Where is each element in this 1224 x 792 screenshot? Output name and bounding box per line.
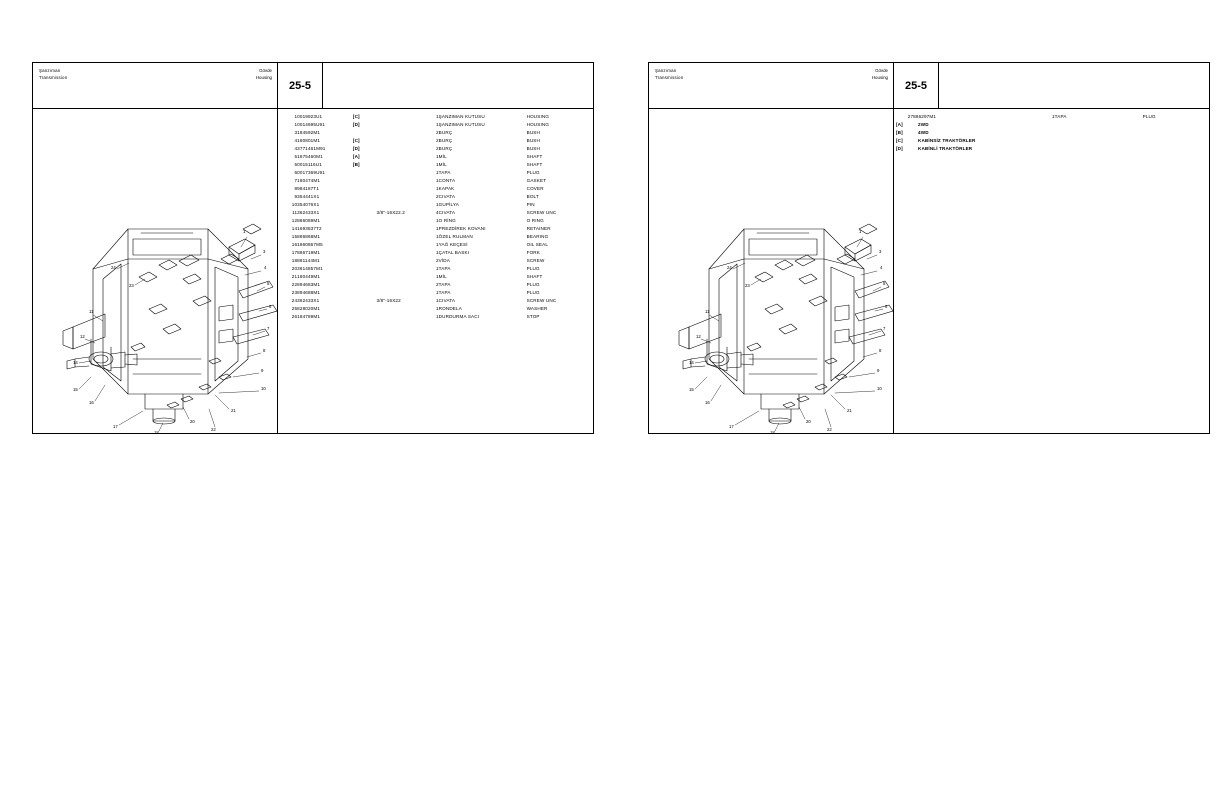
page-header-right [649,63,1209,109]
svg-text:21: 21 [847,408,852,413]
cell-name_tr: VİDA [438,258,450,263]
cell-variant [353,289,377,297]
cell-name_en: BUSH [526,146,540,151]
page-header-left [33,63,593,109]
svg-text:22: 22 [827,427,832,432]
cell-name_en: BUSH [526,138,540,143]
svg-text:3: 3 [879,249,882,254]
header-subtitle-block [256,67,272,81]
cell-name_en: COVER [526,186,544,191]
cell-variant [353,217,377,225]
cell-name_en: SCREW UNC [526,298,557,303]
legend-text: 2WD [918,122,929,127]
header-title-en-right: Transmission [655,75,684,80]
cell-size [376,265,427,273]
cell-variant [353,185,377,193]
cell-part_number: 886719M1 [297,250,321,255]
legend-item [896,121,1207,129]
cell-ref: 15 [291,234,298,239]
cell-name_en: FORK [526,250,540,255]
svg-text:14: 14 [73,360,78,365]
cell-name_tr: ŞANZIMAN KUTUSU [438,114,485,119]
cell-size [376,161,427,169]
cell-ref: 1 [294,114,298,119]
cell-variant: [C] [352,138,360,143]
cell-size [376,185,427,193]
cell-name_en: WASHER [526,306,548,311]
cell-qty: 1 [435,218,439,223]
legend-item [896,145,1207,153]
table-row [280,313,591,321]
svg-text:10: 10 [261,386,266,391]
svg-text:10: 10 [877,386,882,391]
svg-text:21: 21 [231,408,236,413]
cell-name_tr: O RİNG [438,218,456,223]
cell-part_number: 362433X1 [297,298,320,303]
cell-ref: 1 [294,122,298,127]
cell-part_number: 886868M1 [297,234,321,239]
cell-size [376,233,427,241]
cell-part_number: 184789M1 [297,314,321,319]
cell-ref: 17 [291,250,298,255]
svg-text:15: 15 [73,387,78,392]
cell-part_number: 180474M1 [297,178,321,183]
cell-name_en: HOUSING [526,122,550,127]
cell-qty: 2 [435,146,439,151]
cell-qty: 2 [435,138,439,143]
table-row [280,193,591,201]
cell-part_number: 3614857M1 [297,266,323,271]
cell-qty: 1 [435,266,439,271]
cell-size [376,145,427,153]
svg-text:6: 6 [269,304,272,309]
cell-ref: 6 [294,170,298,175]
cell-ref: 3 [294,130,298,135]
exploded-diagram-right [649,109,894,433]
table-row [280,185,591,193]
header-title-en: Transmission [39,75,68,80]
table-row [280,209,591,217]
table-row [280,289,591,297]
cell-size [376,121,427,129]
legend-item [896,129,1207,137]
cell-size [376,281,427,289]
cell-name_tr: BURÇ [438,138,453,143]
table-row [280,177,591,185]
cell-part_number: 0019923U1 [297,114,323,119]
cell-size [992,113,1043,121]
svg-text:20: 20 [190,419,195,424]
table-row [280,161,591,169]
cell-name_en: OIL SEAL [526,242,549,247]
cell-name_tr: KAPAK [438,186,455,191]
cell-name_tr: GUPİLYA [438,202,459,207]
table-row [280,265,591,273]
cell-variant [353,201,377,209]
legend-code: [D] [896,146,903,151]
svg-text:1: 1 [859,229,862,234]
header-subtitle-tr-right: Gövde [875,68,888,73]
cell-part_number: 886089M1 [297,218,321,223]
cell-part_number: 886297M1 [913,114,937,119]
cell-part_number: 0014695U91 [297,122,325,127]
table-row [280,305,591,313]
table-row [280,169,591,177]
cell-name_tr: CIVATA [438,210,456,215]
cell-name_tr: PREZDİREK KOVANI [438,226,486,231]
cell-variant: [B] [352,162,360,167]
cell-part_number: 0017369U91 [297,170,325,175]
table-row [896,113,1207,121]
cell-size [376,241,427,249]
cell-ref: 24 [291,298,298,303]
table-row [280,273,591,281]
cell-name_tr: ŞANZIMAN KUTUSU [438,122,485,127]
cell-size [376,129,427,137]
svg-text:9: 9 [877,368,880,373]
table-row [280,241,591,249]
cell-qty: 4 [435,210,439,215]
cell-name_tr: MİL [438,162,447,167]
cell-variant [353,225,377,233]
cell-size [376,113,427,121]
cell-variant [353,193,377,201]
parts-list-right [894,109,1209,433]
cell-name_tr: BURÇ [438,130,453,135]
cell-ref: 23 [291,290,298,295]
cell-name_en: PLUG [526,170,540,175]
exploded-diagram-left [33,109,278,433]
cell-size [376,153,427,161]
cell-name_tr: TAPA [438,266,451,271]
cell-name_tr: MİL [438,274,447,279]
svg-text:4: 4 [880,265,883,270]
cell-size [376,225,427,233]
cell-name_en: PIN [526,202,535,207]
cell-name_en: PLUG [1142,114,1156,119]
cell-variant: [D] [352,146,360,151]
legend-text: 4WD [918,130,929,135]
cell-part_number: 894688M1 [297,290,321,295]
cell-variant [353,169,377,177]
svg-text:11: 11 [89,309,94,314]
header-blank-left [323,63,593,108]
variant-legend [896,121,1207,153]
cell-ref: 5 [294,162,298,167]
table-row [280,217,591,225]
svg-text:23: 23 [745,283,750,288]
cell-name_en: PLUG [526,290,540,295]
cell-name_en: BUSH [526,130,540,135]
cell-qty: 1 [435,154,439,159]
svg-text:24: 24 [111,265,116,270]
table-row [280,225,591,233]
svg-text:7: 7 [883,326,886,331]
header-subtitle-en: Housing [255,75,272,80]
cell-qty: 1 [435,242,439,247]
cell-size [376,217,427,225]
cell-name_en: SHAFT [526,162,543,167]
cell-name_en: HOUSING [526,114,550,119]
table-row [280,257,591,265]
cell-name_tr: TAPA [438,170,451,175]
cell-part_number: 180449M1 [297,274,321,279]
cell-variant [353,273,377,281]
cell-size [376,257,427,265]
table-row [280,145,591,153]
cell-ref: 10 [291,202,298,207]
cell-part_number: 1693837T2 [297,226,322,231]
legend-code: [B] [896,130,903,135]
cell-ref: 16 [291,242,298,247]
cell-qty: 1 [1051,114,1055,119]
cell-qty: 1 [435,314,439,319]
legend-text: KABİNLİ TRAKTÖRLER [918,146,973,151]
cell-name_tr: CONTA [438,178,456,183]
cell-variant: [D] [352,122,360,127]
table-row [280,153,591,161]
cell-variant: [A] [352,154,360,159]
cell-name_tr: ÇATAL BASKI [438,250,470,255]
cell-part_number: 881144M1 [297,258,320,263]
cell-part_number: 0015116U1 [297,162,322,167]
legend-text: KABİNSİZ TRAKTÖRLER [918,138,976,143]
cell-part_number: 1675460M1 [297,154,323,159]
cell-name_tr: TAPA [438,290,451,295]
catalog-page-right [648,62,1210,434]
svg-text:16: 16 [705,400,710,405]
table-row [280,137,591,145]
cell-ref: 22 [291,282,298,287]
cell-name_en: BOLT [526,194,539,199]
svg-text:18: 18 [154,430,159,434]
cell-ref: 14 [291,226,298,231]
cell-variant [353,233,377,241]
svg-text:15: 15 [689,387,694,392]
cell-qty: 2 [435,282,439,287]
cell-name_en: STOP [526,314,540,319]
svg-text:9: 9 [261,368,264,373]
table-row [280,201,591,209]
svg-text:8: 8 [263,348,266,353]
cell-ref: 27 [907,114,914,119]
cell-qty: 1 [435,226,439,231]
cell-name_en: SHAFT [526,274,543,279]
svg-text:7: 7 [267,326,270,331]
cell-variant [969,113,993,121]
svg-text:1: 1 [243,229,246,234]
table-row [280,249,591,257]
cell-variant [353,305,377,313]
header-subtitle-tr: Gövde [259,68,272,73]
cell-ref: 7 [294,178,298,183]
cell-name_tr: MİL [438,154,447,159]
svg-text:22: 22 [211,427,216,432]
svg-text:17: 17 [729,424,734,429]
legend-item [896,137,1207,145]
parts-table-left [280,113,591,321]
cell-qty: 1 [435,122,439,127]
cell-size [376,273,427,281]
header-title-tr: Şanzıman [39,68,61,73]
cell-part_number: 184592M1 [297,130,321,135]
cell-size [376,193,427,201]
cell-name_tr: TAPA [438,282,451,287]
cell-qty: 1 [435,202,439,207]
cell-qty: 1 [435,298,439,303]
cell-name_tr: ÖZEL RULMAN [438,234,473,239]
header-subtitle-block-right [872,67,888,81]
cell-name_tr: CIVATA [438,298,456,303]
cell-part_number: 828020M1 [297,306,321,311]
cell-ref: 4 [294,138,298,143]
svg-text:5: 5 [267,281,270,286]
svg-text:12: 12 [80,334,85,339]
cell-part_number: 984187T1 [297,186,320,191]
cell-qty: 1 [435,114,439,119]
cell-ref: 5 [294,154,298,159]
cell-qty: 1 [435,178,439,183]
header-blank-right [939,63,1209,108]
svg-text:11: 11 [705,309,710,314]
svg-text:3: 3 [263,249,266,254]
svg-text:16: 16 [89,400,94,405]
cell-variant [353,281,377,289]
cell-part_number: 3771461M91 [297,146,326,151]
table-row [280,233,591,241]
cell-ref: 25 [291,306,298,311]
svg-text:6: 6 [885,304,888,309]
cell-ref: 12 [291,218,298,223]
cell-ref: 20 [291,266,298,271]
cell-size [376,313,427,321]
cell-size: 3/8"-16X22 [376,298,401,303]
svg-text:23: 23 [129,283,134,288]
cell-name_tr: DURDURMA SACI [438,314,480,319]
svg-text:20: 20 [806,419,811,424]
svg-text:17: 17 [113,424,118,429]
cell-variant [353,177,377,185]
page-body-left [33,109,593,433]
svg-text:8: 8 [879,348,882,353]
legend-code: [A] [896,122,903,127]
cell-ref: 8 [294,186,298,191]
cell-name_tr: RONDELA [438,306,462,311]
cell-size [376,249,427,257]
cell-ref: 21 [291,274,298,279]
header-title-block [33,63,278,108]
cell-part_number: 1860867M5 [297,242,323,247]
cell-name_en: SHAFT [526,154,543,159]
cell-qty: 1 [435,234,439,239]
cell-qty: 2 [435,130,439,135]
cell-size [376,177,427,185]
cell-size [376,201,427,209]
cell-variant [353,249,377,257]
header-subtitle-en-right: Housing [871,75,888,80]
cell-name_en: SCREW UNC [526,210,557,215]
cell-variant [353,241,377,249]
legend-code: [C] [896,138,903,143]
catalog-page-left [32,62,594,434]
svg-text:14: 14 [689,360,694,365]
cell-name_en: PLUG [526,266,540,271]
cell-size [376,169,427,177]
cell-variant [353,209,377,217]
cell-size [376,305,427,313]
header-title-block-right [649,63,894,108]
cell-variant [353,257,377,265]
cell-ref: 9 [294,194,298,199]
cell-size: 3/8"-16X22.2 [376,210,405,215]
cell-qty: 1 [435,290,439,295]
cell-variant [353,297,377,305]
cell-variant [353,265,377,273]
cell-variant: [C] [352,114,360,119]
parts-table-right [896,113,1207,121]
svg-text:4: 4 [264,265,267,270]
cell-qty: 1 [435,170,439,175]
cell-variant [353,313,377,321]
svg-text:5: 5 [883,281,886,286]
table-row [280,121,591,129]
table-row [280,113,591,121]
cell-part_number: 180801M1 [297,138,321,143]
cell-qty: 2 [435,258,439,263]
cell-ref: 26 [291,314,298,319]
cell-name_en: SCREW [526,258,545,263]
cell-part_number: 362433X1 [297,210,320,215]
table-row [280,129,591,137]
cell-part_number: 894683M1 [297,282,321,287]
cell-size [376,137,427,145]
page-body-right [649,109,1209,433]
cell-qty: 2 [435,194,439,199]
table-row [280,297,591,305]
svg-text:24: 24 [727,265,732,270]
cell-name_en: PLUG [526,282,540,287]
cell-name_tr: YAĞ KEÇESİ [438,242,468,247]
cell-qty: 1 [435,274,439,279]
cell-name_en: RETAINER [526,226,551,231]
cell-ref: 18 [291,258,298,263]
parts-list-left [278,109,593,433]
cell-qty: 1 [435,250,439,255]
header-title-tr-right: Şanzıman [655,68,677,73]
svg-text:18: 18 [770,430,775,434]
table-row [280,281,591,289]
svg-text:12: 12 [696,334,701,339]
cell-qty: 1 [435,306,439,311]
page-number-right: 25-5 [894,63,939,108]
cell-name_en: O RING [526,218,544,223]
cell-variant [353,129,377,137]
cell-name_tr: TAPA [1054,114,1067,119]
page-number-left: 25-5 [278,63,323,108]
cell-size [376,289,427,297]
cell-part_number: 354076X1 [297,202,320,207]
cell-name_tr: BURÇ [438,146,453,151]
cell-qty: 1 [435,162,439,167]
cell-qty: 1 [435,186,439,191]
cell-name_en: GASKET [526,178,547,183]
cell-ref: 11 [292,210,298,215]
cell-name_tr: CIVATA [438,194,456,199]
cell-ref: 4 [294,146,298,151]
cell-name_en: BEARING [526,234,549,239]
cell-part_number: 354441X1 [297,194,320,199]
